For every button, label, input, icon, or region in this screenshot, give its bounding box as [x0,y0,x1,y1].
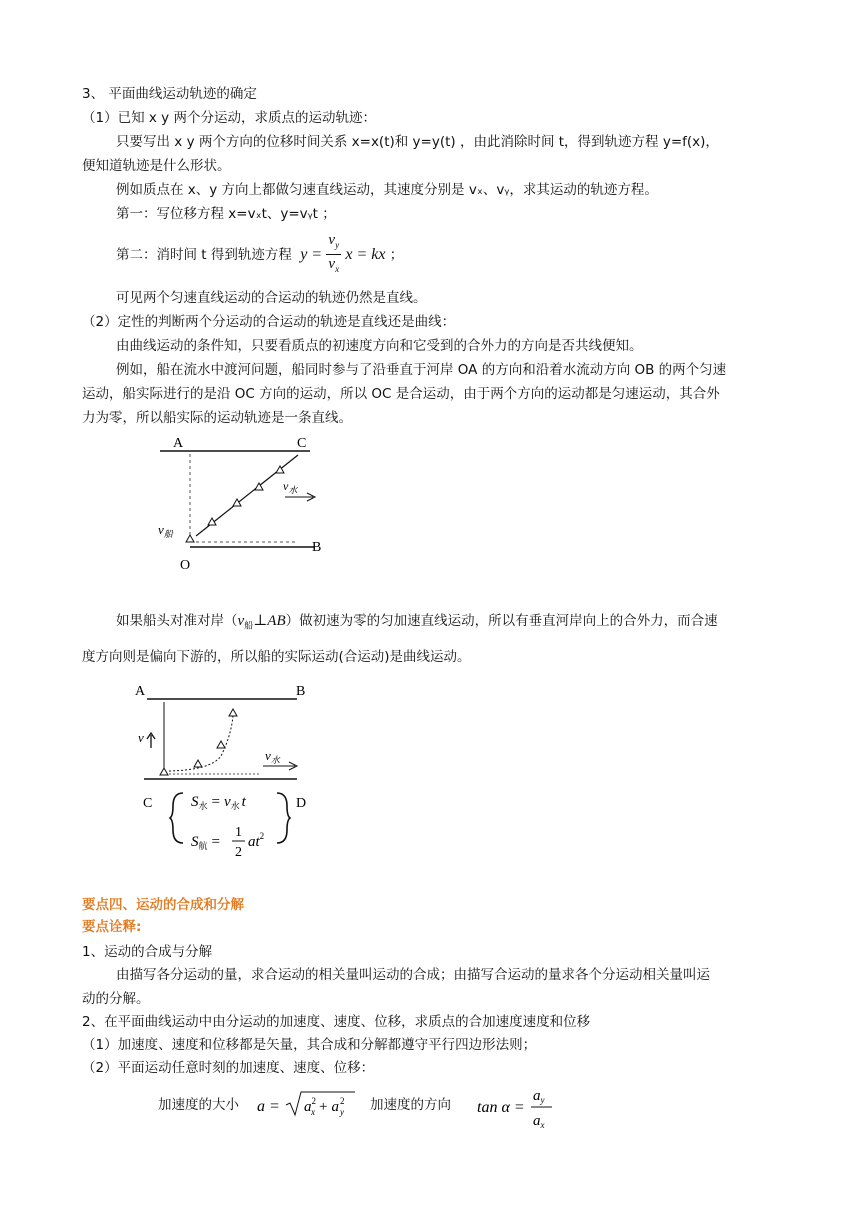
svg-text:2: 2 [340,1096,345,1106]
paragraph-line: 例如，船在流水中渡河问题，船同时参与了沿垂直于河岸 OA 的方向和沿着水流动方向 OB 的两个匀速 [116,362,727,378]
key-explanation-label: 要点诠释: [82,919,142,935]
step-two: 第二：消时间 t 得到轨迹方程 y = $\frac{v_y}{v_x}$ x = kx ； [116,231,403,278]
svg-text:a =: a = [257,1098,280,1115]
eq-at2: $at^2$ [248,831,265,850]
right-bracket [277,793,290,843]
boat-marker [217,741,225,748]
river-crossing-straight-diagram [150,430,350,580]
list-item: （2）平面运动任意时刻的加速度、速度、位移： [82,1060,375,1076]
eq-s-water: $S_水 = v_水$ t [191,794,246,811]
paragraph-line: 力为零，所以船实际的运动轨迹是一条直线。 [82,410,352,426]
boat-marker [233,499,241,506]
acceleration-magnitude-label: 加速度的大小 [158,1097,239,1113]
subheading: 1、运动的合成与分解 [82,944,213,960]
label-v: v [138,730,144,745]
paragraph-line: 运动，船实际进行的是沿 OC 方向的运动，所以 OC 是合运动，由于两个方向的运动都是匀速运动，其合外 [82,386,720,402]
subheading: 2、在平面曲线运动中由分运动的加速度、速度、位移，求质点的合加速度速度和位移 [82,1014,591,1030]
acceleration-direction-formula [475,1082,565,1134]
label-v-boat: $v_船$ [158,522,173,539]
river-crossing-curved-diagram [125,678,330,868]
label-d: D [296,796,307,811]
label-b: B [312,540,322,555]
section-3-title: 3、 平面曲线运动轨迹的确定 [82,86,257,102]
svg-text:ax: $a_x$ [533,1113,545,1130]
label-b: B [296,684,306,699]
section-4-title: 要点四、运动的合成和分解 [82,897,244,913]
eq-half-num: 1 [235,825,242,840]
paragraph-line: 例如质点在 x、y 方向上都做匀速直线运动，其速度分别是 vₓ、vᵧ，求其运动的轨迹方程。 [116,182,658,198]
point-1-heading: （1）已知 x y 两个分运动，求质点的运动轨迹： [82,110,376,126]
trajectory-fraction: $\frac{v_y}{v_x}$ [328,232,340,274]
acceleration-magnitude-formula [255,1088,355,1124]
paragraph-line: 由曲线运动的条件知，只要看质点的初速度方向和它受到的合外力的方向是否共线便知。 [116,338,643,354]
svg-text:y: y [340,1107,344,1117]
paragraph-line: 便知道轨迹是什么形状。 [82,158,231,174]
label-c: C [297,436,307,451]
svg-text:ay: $a_y$ [533,1088,545,1105]
boat-marker [194,760,202,767]
curved-trajectory [169,716,233,771]
point-2-heading: （2）定性的判断两个分运动的合运动的轨迹是直线还是曲线： [82,314,456,330]
label-c: C [143,796,153,811]
label-v-water: $v_水$ [265,748,280,765]
boat-marker [160,768,168,775]
paragraph-line: 如果船头对准对岸$(v_船\perp AB)$做初速为零的匀加速直线运动，所以有垂直河岸向上的合外力，而合速 [116,613,718,632]
label-a: A [173,436,184,451]
paragraph-line: 动的分解。 [82,991,150,1007]
label-o: O [180,558,191,573]
step-one: 第一：写位移方程 x=vₓt、y=vᵧt ； [116,206,336,222]
acceleration-direction-label: 加速度的方向 [370,1097,451,1113]
svg-text:a2x+a: $a^2$ x + a [304,1096,339,1117]
boat-marker [186,535,194,542]
eq-half-den: 2 [235,845,242,860]
paragraph-line: 只要写出 x y 两个方向的位移时间关系 x=x(t)和 y=y(t) ，由此消除时间 t，得到轨迹方程 y=f(x)， [116,134,719,150]
left-bracket [170,793,183,843]
label-a: A [135,684,146,699]
eq-s-boat: $S_航$ = [191,834,220,851]
label-v-water: $v_水$ [283,479,298,495]
paragraph-line: 度方向则是偏向下游的，所以船的实际运动(合运动)是曲线运动。 [82,649,471,665]
svg-text:tan α =: tan α = [477,1099,525,1116]
boat-marker [229,709,237,716]
list-item: （1）加速度、速度和位移都是矢量，其合成和分解都遵守平行四边形法则； [82,1037,537,1053]
paragraph-line: 可见两个匀速直线运动的合运动的轨迹仍然是直线。 [116,290,427,306]
paragraph-line: 由描写各分运动的量，求合运动的相关量叫运动的合成；由描写合运动的量求各个分运动相关量叫运 [116,967,710,983]
